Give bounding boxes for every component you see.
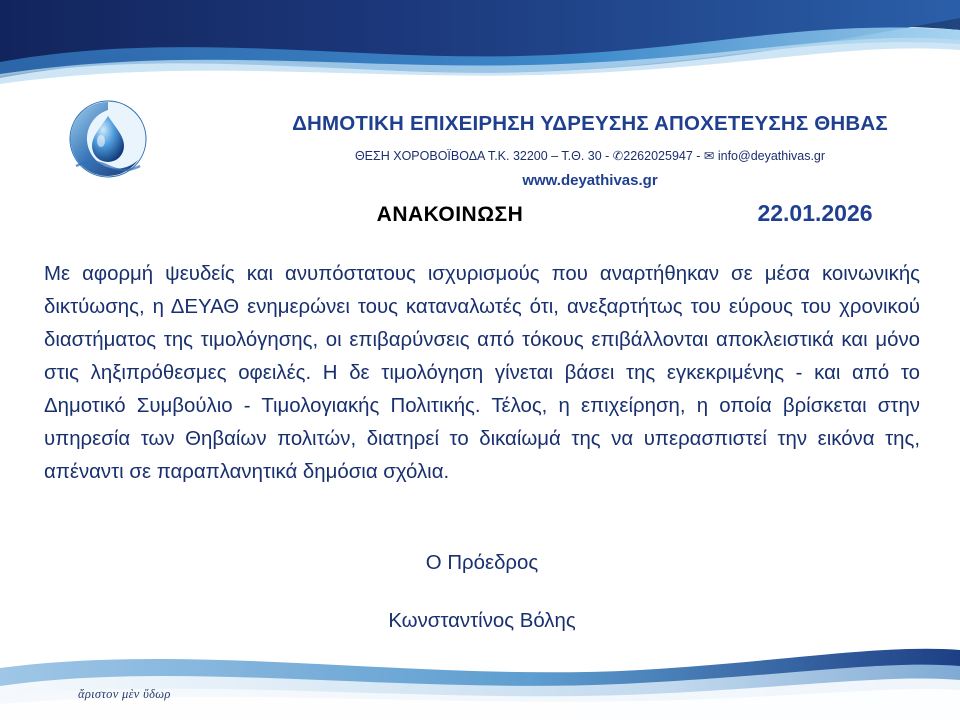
organisation-address: ΘΕΣΗ ΧΟΡΟΒΟΪΒΟΔΑ Τ.Κ. 32200 – Τ.Θ. 30 - ✆2262025947 - ✉ info@deyathivas.gr [354,149,826,163]
logo-svg [52,96,164,182]
announcement-date: 22.01.2026 [757,200,873,226]
header-wave-svg [0,0,960,96]
header-wave-decoration [0,0,960,96]
organisation-title: ΔΗΜΟΤΙΚΗ ΕΠΙΧΕΙΡΗΣΗ ΥΔΡΕΥΣΗΣ ΑΠΟΧΕΤΕΥΣΗΣ ΘΗΒΑΣ [292,112,888,135]
organisation-website-link[interactable]: www.deyathivas.gr [522,172,658,189]
announcement-body: Με αφορμή ψευδείς και ανυπόστατους ισχυρισμούς που αναρτήθηκαν σε μέσα κοινωνικής δικτύωσης, η ΔΕΥΑΘ ενημερώνει τους καταναλωτές ότι, ανεξαρτήτως του εύρους του χρονικού διαστήματος της τιμολόγησης, οι επιβαρύνσεις από τόκους επιβάλλονται αποκλειστικά και μόνο στις ληξιπρόθεσμες οφειλές. Η δε τιμολόγηση γίνεται βάσει της εγκεκριμένης - και από το Δημοτικό Συμβούλιο - Τιμολογιακής Πολιτικής. Τέλος, η επιχείρηση, η οποία βρίσκεται στην υπηρεσία των Θηβαίων πολιτών, διατηρεί το δικαίωμά της να υπερασπιστεί την εικόνα της, απέναντι σε παραπλανητικά δημόσια σχόλια. [44,263,920,483]
footer-wave-svg [0,634,960,720]
deya-thivas-logo-icon [52,96,164,182]
footer-motto: ἄριστον μὲν ὕδωρ [78,687,171,701]
signature-name: Κωνσταντίνος Βόλης [388,610,576,632]
announcement-title: ΑΝΑΚΟΙΝΩΣΗ [376,203,524,226]
footer-wave-decoration [0,634,960,720]
signature-role: Ο Πρόεδρος [425,552,539,574]
